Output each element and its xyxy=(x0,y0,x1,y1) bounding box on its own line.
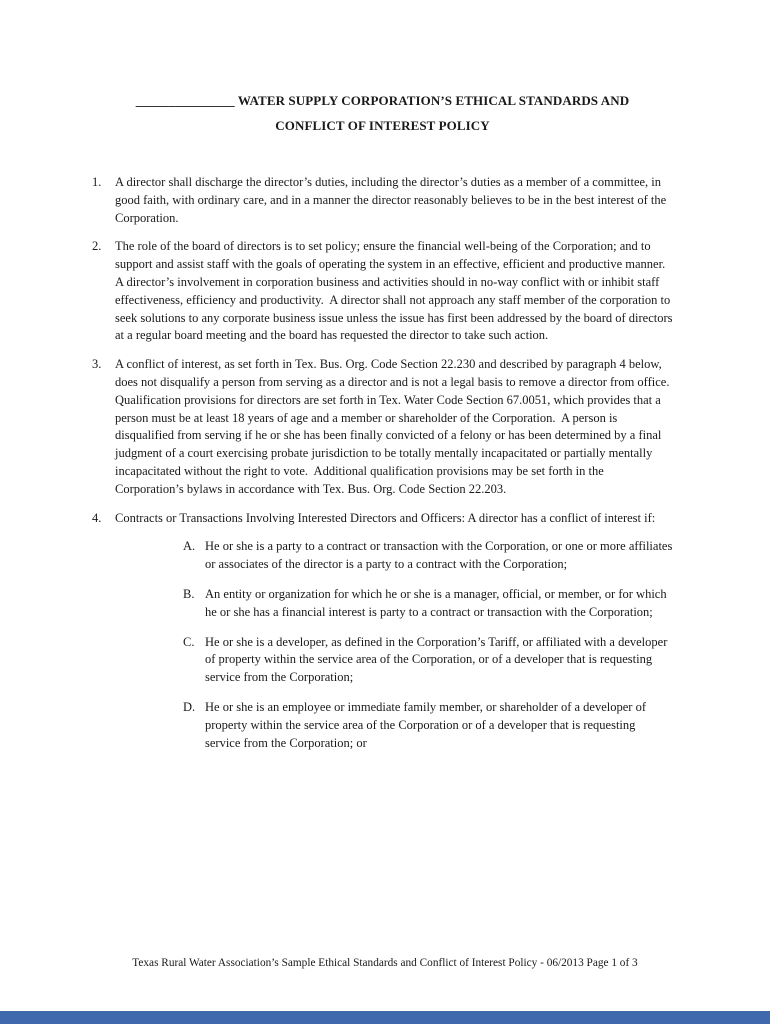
item-text: Contracts or Transactions Involving Interested Directors and Officers: A director has a conflict of interest if: xyxy=(115,510,656,525)
bottom-bar xyxy=(0,1011,770,1024)
sublist-item-d xyxy=(183,699,673,752)
subitem-letter: C. xyxy=(183,634,195,649)
document-content xyxy=(92,88,676,775)
subitem-text: He or she is a developer, as defined in the Corporation’s Tariff, or affiliated with a developer of property within the service area of the Corporation, or of a developer that is requesting service from the Corporation; xyxy=(205,634,671,685)
subitem-letter: B. xyxy=(183,586,195,601)
item-number: 1. xyxy=(92,175,102,189)
item-text: A director shall discharge the director’s duties, including the director’s duties as a member of a committee, in good faith, with ordinary care, and in a manner the director reasonably believes to be in the best interest of the Corporation. xyxy=(115,175,670,225)
lettered-sublist xyxy=(115,538,676,752)
sublist-item-a xyxy=(183,538,676,574)
list-item-1 xyxy=(92,174,673,227)
document-title xyxy=(92,88,673,138)
item-number: 3. xyxy=(92,357,102,372)
item-text: A conflict of interest, as set forth in Tex. Bus. Org. Code Section 22.230 and described by paragraph 4 below, does not disqualify a person from serving as a director and is not a legal basis to remove a director from office. Qualification provisions for directors are set forth in Tex. Water Code Section 67.0051, which provides that a person must be at least 18 years of age and a member or shareholder of the Corporation. A person is disqualified from serving if he or she has been finally convicted of a felony or has been determined by a final judgment of a court exercising probate jurisdiction to be totally mentally incapacitated or partially mentally incapacitated without the right to vote. Additional qualification provisions may be set forth in the Corporation’s bylaws in accordance with Tex. Bus. Org. Code Section 22.203. xyxy=(115,357,676,496)
title-line-1: _______________ WATER SUPPLY CORPORATION’S ETHICAL STANDARDS AND xyxy=(135,93,630,108)
subitem-letter: D. xyxy=(183,699,196,714)
item-number: 4. xyxy=(92,510,102,525)
title-line-2: CONFLICT OF INTEREST POLICY xyxy=(275,118,490,133)
item-4-body xyxy=(115,510,676,765)
page-footer: Texas Rural Water Association’s Sample Ethical Standards and Conflict of Interest Policy - 06/2013 Page 1 of 3 xyxy=(132,957,638,969)
subitem-letter: A. xyxy=(183,539,196,554)
item-text: The role of the board of directors is to set policy; ensure the financial well-being of the Corporation; and to support and assist staff with the goals of operating the system in an effective, efficient and productive manner. A director’s involvement in corporation business and activities should in no-way conflict with or inhibit staff effectiveness, efficiency and productivity. A director shall not approach any staff member of the corporation to seek solutions to any corporate business issue unless the issue has first been addressed by the board of directors at a regular board meeting and the board has requested the director to take such action. xyxy=(115,239,676,343)
subitem-text: He or she is a party to a contract or transaction with the Corporation, or one or more affiliates or associates of the director is a party to a contract with the Corporation; xyxy=(205,539,676,572)
sublist-item-c xyxy=(183,634,673,687)
list-item-3 xyxy=(92,356,676,498)
item-number: 2. xyxy=(92,239,102,254)
list-item-2 xyxy=(92,238,676,345)
numbered-list xyxy=(92,174,676,764)
sublist-item-b xyxy=(183,586,673,622)
list-item-4 xyxy=(92,510,676,765)
subitem-text: He or she is an employee or immediate family member, or shareholder of a developer of property within the service area of the Corporation or of a developer that is requesting service from the Corporation; or xyxy=(205,699,650,750)
subitem-text: An entity or organization for which he or she is a manager, official, or member, or for which he or she has a financial interest is party to a contract or transaction with the Corporation; xyxy=(205,586,670,619)
